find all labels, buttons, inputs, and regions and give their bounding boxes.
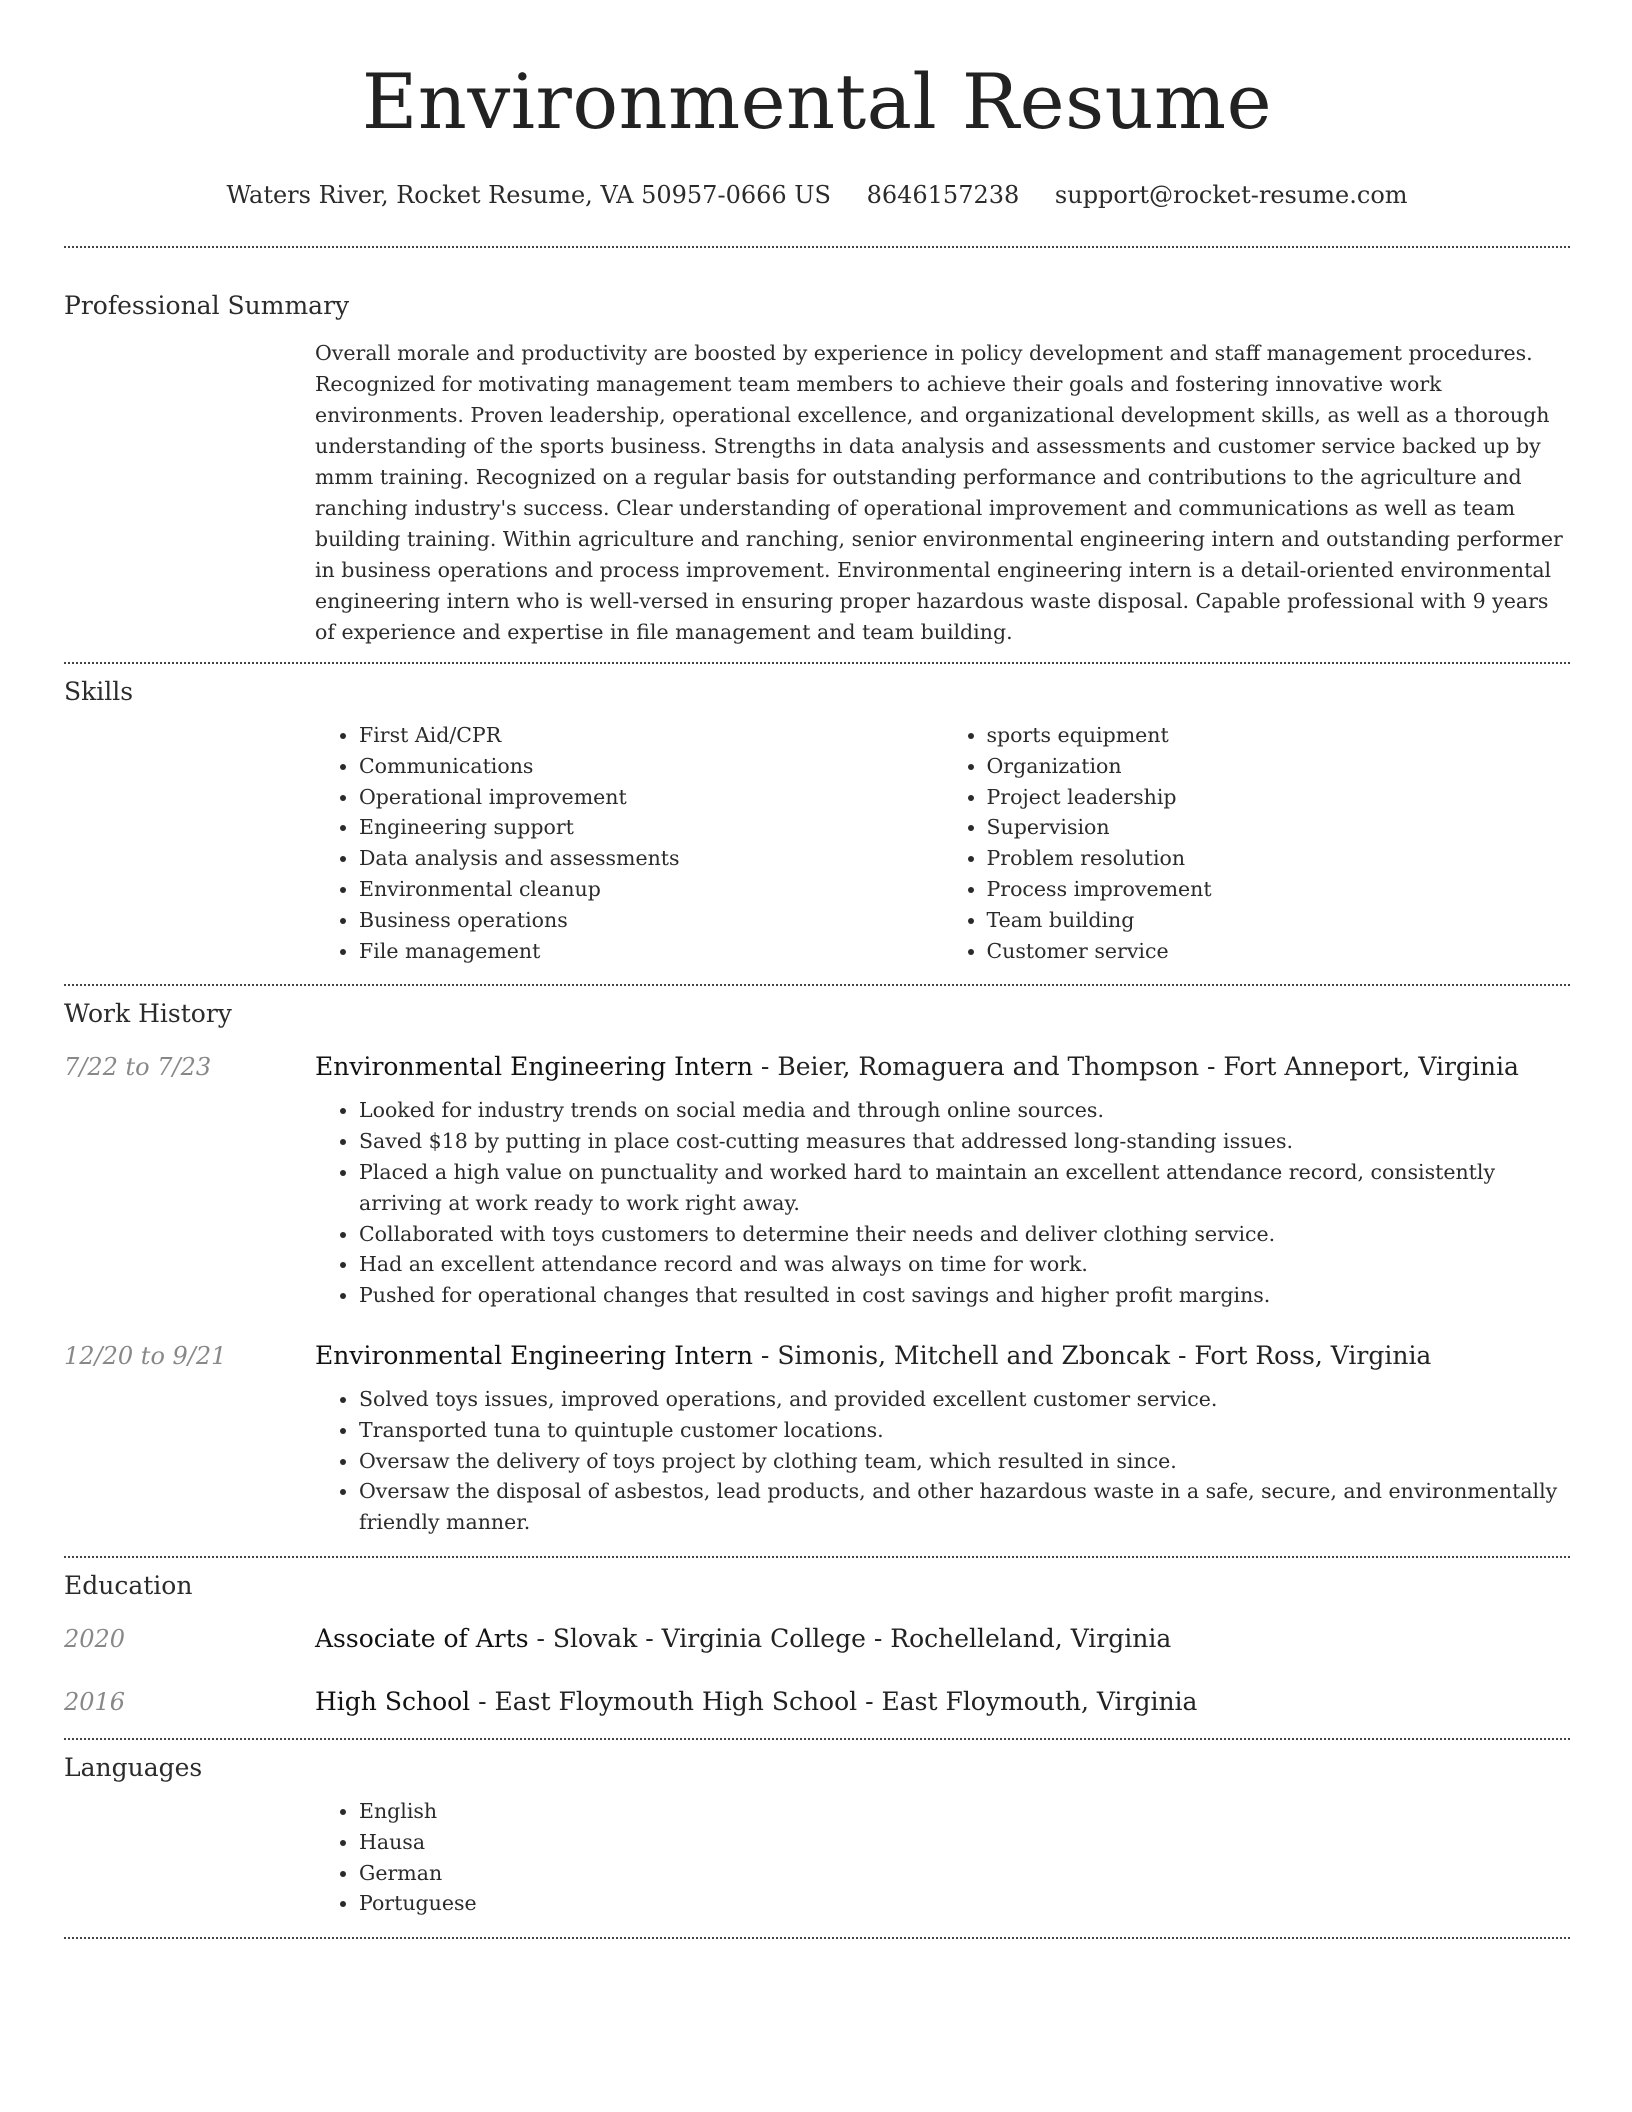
- list-item: • Oversaw the delivery of toys project by clothing team, which resulted in since.: [359, 1446, 1570, 1477]
- list-item: • Problem resolution: [987, 843, 1571, 874]
- education-entry: [64, 1687, 1570, 1716]
- resume-page: [64, 0, 1570, 1939]
- skills-list-left: [315, 720, 943, 966]
- work-section: [64, 986, 1570, 1538]
- languages-list: [315, 1796, 1570, 1919]
- job-bullets: [315, 1384, 1570, 1538]
- education-section: [64, 1558, 1570, 1716]
- education-degree: High School: [315, 1686, 471, 1716]
- list-item: • Project leadership: [987, 782, 1571, 813]
- languages-section: [64, 1740, 1570, 1919]
- list-item: • Transported tuna to quintuple customer locations.: [359, 1415, 1570, 1446]
- job-entry: [64, 1341, 1570, 1538]
- list-item: • Collaborated with toys customers to determine their needs and deliver clothing service.: [359, 1219, 1570, 1250]
- education-school: - Slovak - Virginia College - Rochelleland, Virginia: [528, 1623, 1172, 1653]
- contact-phone: 8646157238: [866, 181, 1020, 209]
- list-item: • Had an excellent attendance record and was always on time for work.: [359, 1249, 1570, 1280]
- list-item: • sports equipment: [987, 720, 1571, 751]
- list-item: • Data analysis and assessments: [359, 843, 943, 874]
- list-item: • Supervision: [987, 812, 1571, 843]
- list-item: • Oversaw the disposal of asbestos, lead products, and other hazardous waste in a safe, secure, and environmentally friendly manner.: [359, 1476, 1570, 1538]
- list-item: • Communications: [359, 751, 943, 782]
- section-title-languages: Languages: [64, 1752, 203, 1782]
- list-item: • Looked for industry trends on social media and through online sources.: [359, 1095, 1570, 1126]
- list-item: • Saved $18 by putting in place cost-cutting measures that addressed long-standing issues.: [359, 1126, 1570, 1157]
- section-title-work: Work History: [64, 999, 232, 1029]
- job-date: 12/20 to 9/21: [64, 1341, 227, 1370]
- education-entry: [64, 1624, 1570, 1653]
- list-item: • Solved toys issues, improved operations, and provided excellent customer service.: [359, 1384, 1570, 1415]
- list-item: • Business operations: [359, 905, 943, 936]
- job-role: Environmental Engineering Intern: [315, 1340, 753, 1370]
- list-item: • File management: [359, 936, 943, 967]
- summary-text: Overall morale and productivity are boosted by experience in policy development and staff management procedures. Recognized for motivating management team members to achieve their goals and fostering innovative work environments. Proven leadership, operational excellence, and organizational development skills, as well as a thorough understanding of the sports business. Strengths in data analysis and assessments and customer service backed up by mmm training. Recognized on a regular basis for outstanding performance and contributions to the agriculture and ranching industry's success. Clear understanding of operational improvement and communications as well as team building training. Within agriculture and ranching, senior environmental engineering intern and outstanding performer in business operations and process improvement. Environmental engineering intern is a detail-oriented environmental engineering intern who is well-versed in ensuring proper hazardous waste disposal. Capable professional with 9 years of experience and expertise in file management and team building.: [315, 341, 1563, 644]
- education-date: 2020: [64, 1624, 126, 1653]
- contact-line: [64, 180, 1570, 210]
- list-item: • Placed a high value on punctuality and worked hard to maintain an excellent attendance record, consistently arriving at work ready to work right away.: [359, 1157, 1570, 1219]
- list-item: • Hausa: [359, 1827, 1570, 1858]
- section-title-skills: Skills: [64, 677, 134, 706]
- list-item: • Customer service: [987, 936, 1571, 967]
- skills-list-right: [943, 720, 1571, 966]
- list-item: • Pushed for operational changes that resulted in cost savings and higher profit margins.: [359, 1280, 1570, 1311]
- list-item: • Organization: [987, 751, 1571, 782]
- job-headline: [315, 1341, 1431, 1370]
- education-degree: Associate of Arts: [315, 1623, 529, 1653]
- education-headline: [315, 1624, 1171, 1653]
- contact-address: Waters River, Rocket Resume, VA 50957-0666 US: [226, 181, 831, 209]
- list-item: • Engineering support: [359, 812, 943, 843]
- job-company: - Simonis, Mitchell and Zboncak - Fort Ross, Virginia: [752, 1340, 1432, 1370]
- job-company: - Beier, Romaguera and Thompson - Fort Anneport, Virginia: [752, 1052, 1519, 1082]
- list-item: • German: [359, 1858, 1570, 1889]
- list-item: • Operational improvement: [359, 782, 943, 813]
- list-item: • Team building: [987, 905, 1571, 936]
- job-role: Environmental Engineering Intern: [315, 1052, 753, 1082]
- list-item: • Portuguese: [359, 1888, 1570, 1919]
- job-bullets: [315, 1095, 1570, 1311]
- skills-section: [64, 664, 1570, 966]
- resume-name: Environmental Resume: [361, 57, 1273, 146]
- summary-section: [64, 248, 1570, 648]
- list-item: • First Aid/CPR: [359, 720, 943, 751]
- job-entry: [64, 1052, 1570, 1311]
- education-date: 2016: [64, 1687, 126, 1716]
- education-headline: [315, 1687, 1197, 1716]
- section-title-summary: Professional Summary: [64, 291, 350, 320]
- contact-email: support@rocket-resume.com: [1054, 181, 1408, 209]
- list-item: • English: [359, 1796, 1570, 1827]
- list-item: • Environmental cleanup: [359, 874, 943, 905]
- section-title-education: Education: [64, 1570, 193, 1600]
- list-item: • Process improvement: [987, 874, 1571, 905]
- job-date: 7/22 to 7/23: [64, 1053, 212, 1082]
- education-school: - East Floymouth High School - East Floymouth, Virginia: [470, 1686, 1198, 1716]
- divider: [64, 1937, 1570, 1939]
- job-headline: [315, 1052, 1519, 1081]
